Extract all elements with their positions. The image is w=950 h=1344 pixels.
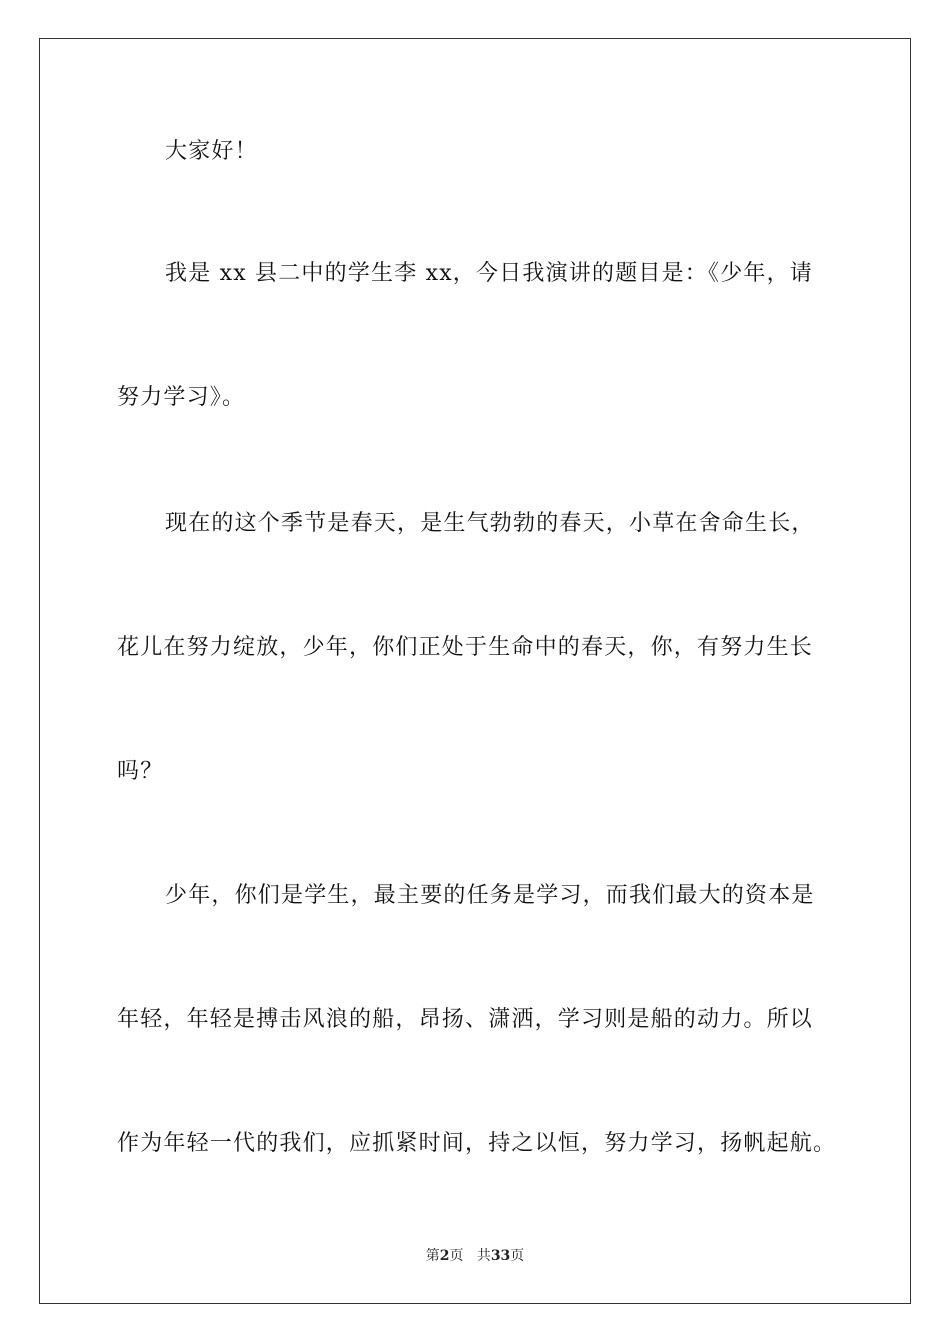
paragraph-study-line-2: 年轻，年轻是搏击风浪的船，昂扬、潇洒，学习则是船的动力。所以 <box>117 1007 814 1032</box>
footer-total-prefix: 共 <box>476 1248 491 1264</box>
page-footer <box>0 1247 950 1265</box>
paragraph-spring-line-1: 现在的这个季节是春天，是生气勃勃的春天，小草在舍命生长， <box>165 511 815 536</box>
paragraph-greeting: 大家好！ <box>165 139 258 164</box>
paragraph-spring-line-3: 吗？ <box>117 759 164 784</box>
footer-total-suffix: 页 <box>510 1248 525 1264</box>
page-border <box>39 38 911 1304</box>
paragraph-intro-line-2: 努力学习》。 <box>117 385 246 410</box>
paragraph-study-line-1: 少年，你们是学生，最主要的任务是学习，而我们最大的资本是 <box>165 883 815 908</box>
paragraph-intro-line-1: 我是 xx 县二中的学生李 xx，今日我演讲的题目是：《少年，请 <box>165 261 814 286</box>
footer-page-suffix: 页 <box>449 1248 464 1264</box>
footer-page-prefix: 第 <box>425 1248 440 1264</box>
footer-page-number: 2 <box>439 1248 450 1264</box>
paragraph-spring-line-2: 花儿在努力绽放，少年，你们正处于生命中的春天，你，有努力生长 <box>117 635 814 660</box>
paragraph-study-line-3: 作为年轻一代的我们，应抓紧时间，持之以恒，努力学习，扬帆起航。 <box>117 1131 837 1156</box>
footer-total-pages: 33 <box>490 1248 511 1264</box>
